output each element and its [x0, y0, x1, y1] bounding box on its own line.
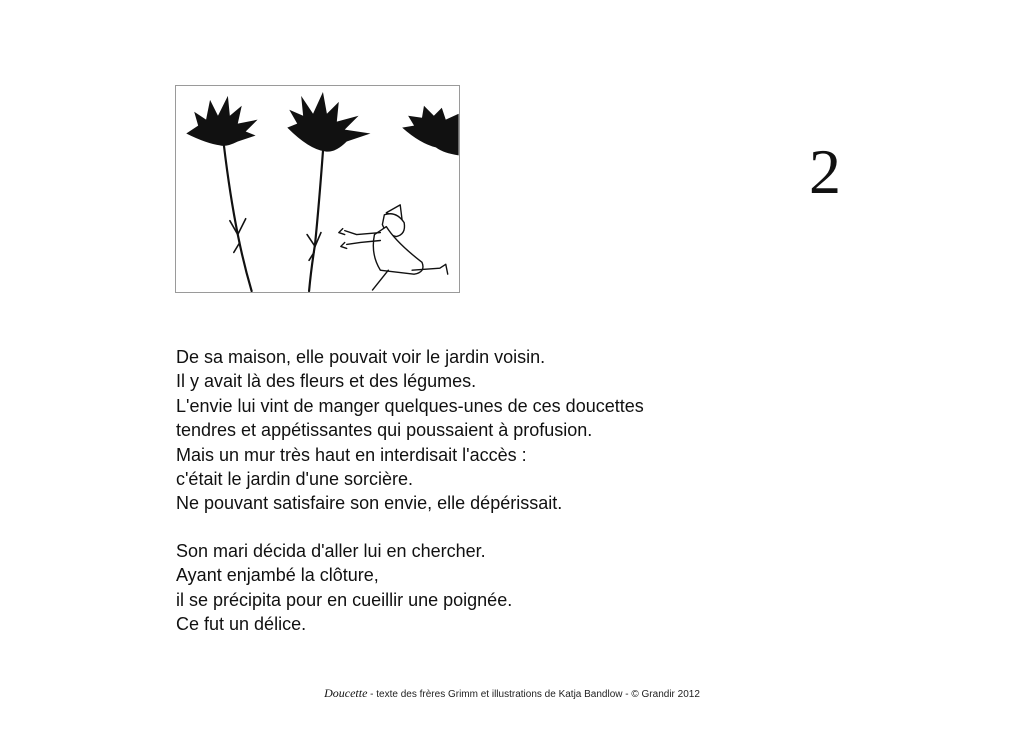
flower-stem-left	[224, 145, 252, 291]
text-line: Ayant enjambé la clôture,	[176, 565, 379, 586]
text-line: Il y avait là des fleurs et des légumes.	[176, 371, 477, 392]
flower-head-left	[186, 96, 257, 146]
paragraph	[176, 345, 736, 516]
story-illustration	[175, 85, 460, 293]
text-line: il se précipita pour en cueillir une poignée.	[176, 589, 513, 610]
text-line: Ne pouvant satisfaire son envie, elle dépérissait.	[176, 493, 563, 514]
paragraph	[176, 539, 736, 637]
man-figure	[339, 205, 448, 290]
text-line: Ce fut un délice.	[176, 614, 307, 635]
credit-line: - texte des frères Grimm et illustrations de Katja Bandlow - © Grandir 2012	[367, 689, 700, 700]
flowers-and-man-drawing	[176, 86, 459, 292]
text-line: c'était le jardin d'une sorcière.	[176, 469, 413, 490]
text-line: De sa maison, elle pouvait voir le jardin voisin.	[176, 347, 546, 367]
text-line: tendres et appétissantes qui poussaient à profusion.	[176, 420, 593, 441]
text-line: Mais un mur très haut en interdisait l'accès :	[176, 444, 527, 465]
text-line: Son mari décida d'aller lui en chercher.	[176, 540, 486, 561]
book-title: Doucette	[324, 686, 368, 700]
text-line: L'envie lui vint de manger quelques-unes de ces doucettes	[176, 395, 644, 416]
page-footer	[0, 686, 1024, 701]
flower-head-middle	[287, 92, 370, 152]
page-number: 2	[809, 136, 841, 207]
flower-head-right	[402, 106, 458, 156]
story-text	[176, 345, 736, 636]
flower-stem-middle	[309, 151, 323, 291]
